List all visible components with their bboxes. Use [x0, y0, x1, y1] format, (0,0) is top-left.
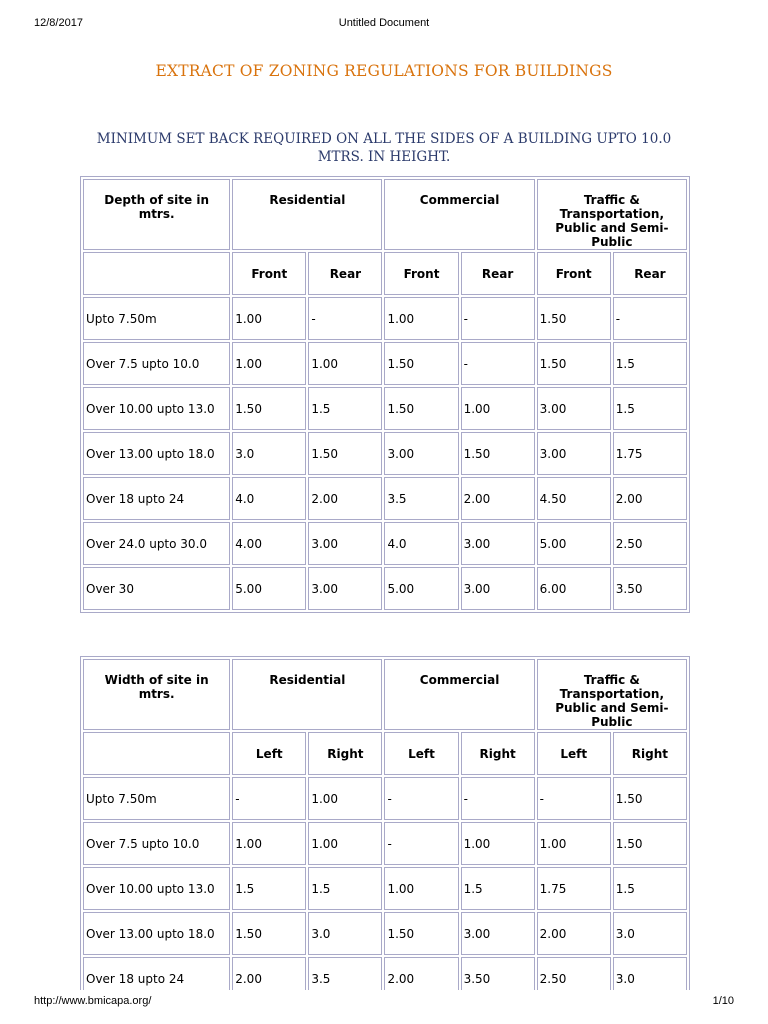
table-cell: 1.00 — [232, 342, 306, 385]
table-cell: 2.00 — [308, 477, 382, 520]
table-row — [83, 342, 687, 385]
depth-setback-table — [80, 176, 690, 613]
table-cell: - — [537, 777, 611, 820]
table-cell: 3.0 — [308, 912, 382, 955]
table-subheader-row — [83, 732, 687, 775]
table-cell: 1.5 — [613, 387, 687, 430]
table-cell: - — [461, 777, 535, 820]
table-cell: 3.00 — [308, 567, 382, 610]
subheader-cell: Right — [461, 732, 535, 775]
subheader-blank — [83, 732, 230, 775]
table-header-row — [83, 659, 687, 730]
table-row — [83, 912, 687, 955]
table-cell: 1.50 — [232, 912, 306, 955]
table-row — [83, 777, 687, 820]
column-header-commercial: Commercial — [384, 179, 534, 250]
table-cell: - — [384, 777, 458, 820]
table-cell: 1.00 — [461, 822, 535, 865]
width-table-body — [83, 777, 687, 990]
row-label-cell: Over 7.5 upto 10.0 — [83, 342, 230, 385]
width-setback-table — [80, 656, 690, 990]
table-cell: 1.50 — [461, 432, 535, 475]
table-cell: 1.5 — [613, 342, 687, 385]
subtitle-line-1: MINIMUM SET BACK REQUIRED ON ALL THE SIDES OF A BUILDING UPTO 10.0 — [96, 131, 672, 147]
subheader-cell: Front — [384, 252, 458, 295]
table-row — [83, 567, 687, 610]
table-cell: 1.00 — [308, 342, 382, 385]
table-cell: 1.50 — [232, 387, 306, 430]
table-cell: 1.5 — [461, 867, 535, 910]
column-header-residential: Residential — [232, 179, 382, 250]
table-cell: 3.50 — [613, 567, 687, 610]
table-row — [83, 522, 687, 565]
subheader-cell: Right — [308, 732, 382, 775]
table-cell: - — [613, 297, 687, 340]
table-cell: 1.50 — [384, 912, 458, 955]
column-header-traffic: Traffic & Transportation, Public and Semi-Public — [537, 659, 687, 730]
subheader-cell: Left — [232, 732, 306, 775]
table-cell: 3.0 — [613, 957, 687, 990]
table-cell: 3.50 — [461, 957, 535, 990]
table-cell: 1.75 — [537, 867, 611, 910]
table-cell: 3.5 — [308, 957, 382, 990]
column-header-residential: Residential — [232, 659, 382, 730]
table-cell: 1.50 — [384, 342, 458, 385]
table-cell: 6.00 — [537, 567, 611, 610]
table-cell: - — [461, 342, 535, 385]
table-cell: - — [461, 297, 535, 340]
table-cell: 1.00 — [232, 297, 306, 340]
table-cell: 5.00 — [384, 567, 458, 610]
row-label-cell: Over 13.00 upto 18.0 — [83, 912, 230, 955]
row-label-cell: Over 18 upto 24 — [83, 957, 230, 990]
depth-table-body — [83, 297, 687, 610]
table-cell: 3.00 — [537, 432, 611, 475]
table-cell: 2.00 — [613, 477, 687, 520]
row-label-cell: Over 18 upto 24 — [83, 477, 230, 520]
table-cell: 1.5 — [308, 387, 382, 430]
subheader-cell: Rear — [461, 252, 535, 295]
table-cell: - — [384, 822, 458, 865]
column-header-width: Width of site in mtrs. — [83, 659, 230, 730]
table-row — [83, 297, 687, 340]
column-header-traffic: Traffic & Transportation, Public and Semi-Public — [537, 179, 687, 250]
table-cell: 3.00 — [537, 387, 611, 430]
table-cell: 2.00 — [537, 912, 611, 955]
subheader-cell: Rear — [308, 252, 382, 295]
column-header-commercial: Commercial — [384, 659, 534, 730]
subheader-cell: Rear — [613, 252, 687, 295]
table-row — [83, 477, 687, 520]
table-cell: 3.00 — [308, 522, 382, 565]
table-cell: 4.0 — [232, 477, 306, 520]
row-label-cell: Upto 7.50m — [83, 777, 230, 820]
table-cell: 1.50 — [308, 432, 382, 475]
table-cell: - — [308, 297, 382, 340]
table-cell: 2.00 — [232, 957, 306, 990]
subheader-blank — [83, 252, 230, 295]
table-cell: 2.00 — [461, 477, 535, 520]
subheader-cell: Front — [537, 252, 611, 295]
table-cell: 1.5 — [232, 867, 306, 910]
print-url: http://www.bmicapa.org/ — [34, 995, 152, 1007]
table-cell: 3.0 — [232, 432, 306, 475]
table-cell: 3.5 — [384, 477, 458, 520]
table-cell: 1.00 — [384, 297, 458, 340]
table-cell: 4.0 — [384, 522, 458, 565]
subheader-cell: Left — [537, 732, 611, 775]
table-cell: 3.00 — [384, 432, 458, 475]
table-cell: 1.5 — [613, 867, 687, 910]
table-cell: 1.5 — [308, 867, 382, 910]
table-cell: 4.50 — [537, 477, 611, 520]
table-cell: 1.50 — [613, 822, 687, 865]
table-cell: 5.00 — [537, 522, 611, 565]
subheader-cell: Right — [613, 732, 687, 775]
table-cell: 2.50 — [537, 957, 611, 990]
row-label-cell: Upto 7.50m — [83, 297, 230, 340]
table-cell: 1.50 — [613, 777, 687, 820]
table-row — [83, 957, 687, 990]
document-subtitle — [60, 130, 708, 166]
row-label-cell: Over 13.00 upto 18.0 — [83, 432, 230, 475]
table-cell: 1.50 — [384, 387, 458, 430]
table-row — [83, 432, 687, 475]
table-cell: 3.0 — [613, 912, 687, 955]
column-header-depth: Depth of site in mtrs. — [83, 179, 230, 250]
table-row — [83, 387, 687, 430]
table-cell: 3.00 — [461, 522, 535, 565]
row-label-cell: Over 10.00 upto 13.0 — [83, 867, 230, 910]
table-cell: - — [232, 777, 306, 820]
table-cell: 1.00 — [308, 777, 382, 820]
table-cell: 2.50 — [613, 522, 687, 565]
table-cell: 1.00 — [308, 822, 382, 865]
subheader-cell: Front — [232, 252, 306, 295]
table-row — [83, 822, 687, 865]
subheader-cell: Left — [384, 732, 458, 775]
table-cell: 1.00 — [461, 387, 535, 430]
row-label-cell: Over 10.00 upto 13.0 — [83, 387, 230, 430]
row-label-cell: Over 30 — [83, 567, 230, 610]
row-label-cell: Over 24.0 upto 30.0 — [83, 522, 230, 565]
table-header-row — [83, 179, 687, 250]
table-cell: 1.00 — [232, 822, 306, 865]
table-subheader-row — [83, 252, 687, 295]
table-row — [83, 867, 687, 910]
table-cell: 1.75 — [613, 432, 687, 475]
table-cell: 1.00 — [384, 867, 458, 910]
subtitle-line-2: MTRS. IN HEIGHT. — [317, 149, 451, 165]
print-page-title: Untitled Document — [338, 17, 430, 29]
print-page-number: 1/10 — [712, 995, 734, 1007]
table-cell: 5.00 — [232, 567, 306, 610]
table-cell: 1.50 — [537, 342, 611, 385]
print-footer — [0, 995, 768, 1009]
table-cell: 4.00 — [232, 522, 306, 565]
table-cell: 2.00 — [384, 957, 458, 990]
table-cell: 3.00 — [461, 567, 535, 610]
table-cell: 1.50 — [537, 297, 611, 340]
table-cell: 1.00 — [537, 822, 611, 865]
document-title: EXTRACT OF ZONING REGULATIONS FOR BUILDINGS — [155, 62, 613, 80]
table-cell: 3.00 — [461, 912, 535, 955]
print-date: 12/8/2017 — [34, 17, 83, 29]
row-label-cell: Over 7.5 upto 10.0 — [83, 822, 230, 865]
